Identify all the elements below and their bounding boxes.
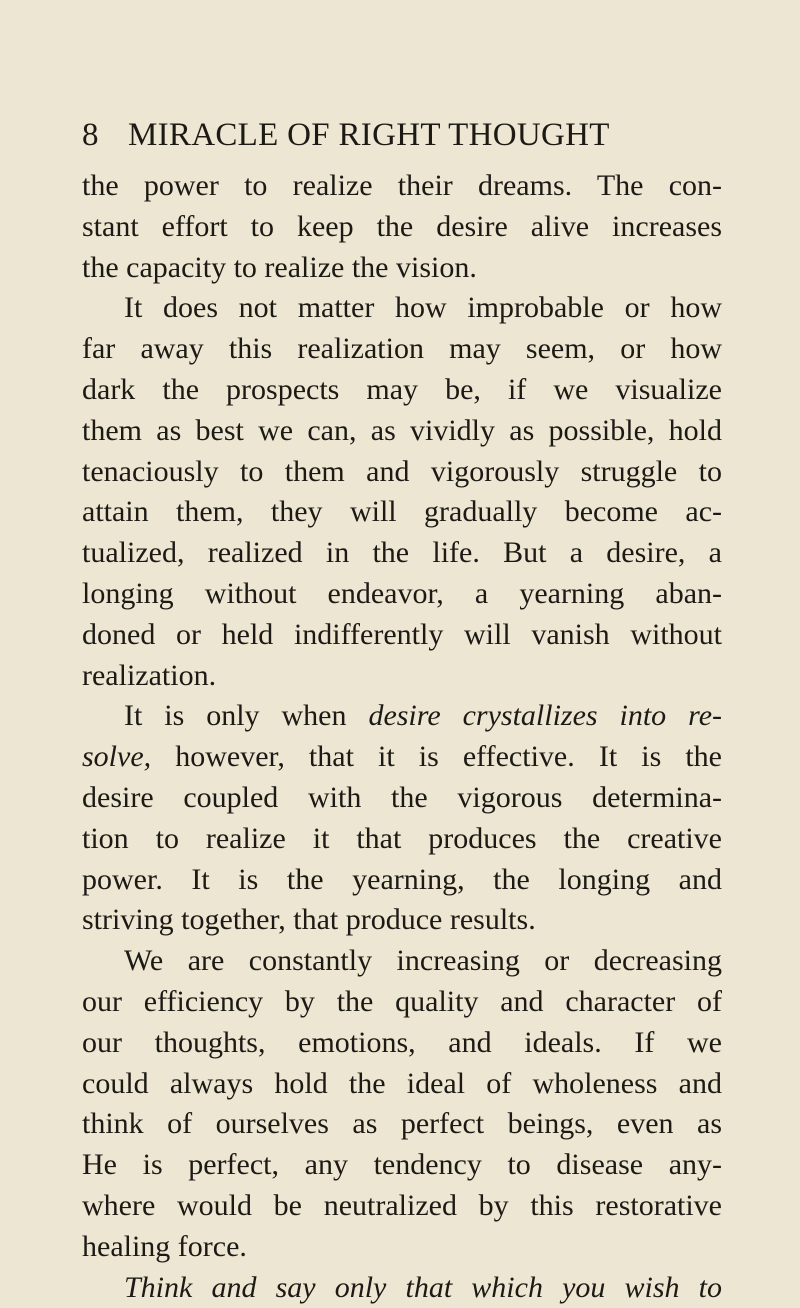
text-line: realization. — [82, 658, 217, 692]
text-line — [82, 737, 722, 778]
text-line: He is perfect, any tendency to disease any- — [82, 1148, 722, 1182]
text-line: stant effort to keep the desire alive increases — [82, 209, 722, 243]
paragraph-start-line — [82, 696, 722, 737]
body-text — [82, 166, 722, 1308]
text-line: where would be neutralized by this restorative — [82, 1188, 722, 1222]
running-title: MIRACLE OF RIGHT THOUGHT — [128, 117, 610, 153]
paragraph-start-line: It does not matter how improbable or how — [124, 291, 722, 325]
line-text: It is only when — [124, 699, 369, 733]
text-line: could always hold the ideal of wholeness and — [82, 1066, 722, 1100]
italic-emphasis: solve, — [82, 740, 152, 774]
text-line: longing without endeavor, a yearning aban- — [82, 576, 722, 610]
text-line: healing force. — [82, 1229, 247, 1263]
text-line: the power to realize their dreams. The con- — [82, 169, 722, 202]
line-text: however, that it is effective. It is the — [151, 740, 722, 774]
page-header — [82, 114, 722, 156]
text-line: them as best we can, as vividly as possible, hold — [82, 413, 722, 447]
italic-emphasis: Think and say only that which you wish to — [124, 1270, 722, 1304]
text-line: our thoughts, emotions, and ideals. If we — [82, 1025, 722, 1059]
paragraph-start-line — [82, 1268, 722, 1308]
text-line: our efficiency by the quality and character of — [82, 984, 722, 1018]
text-line: tenaciously to them and vigorously struggle to — [82, 454, 722, 488]
text-line: far away this realization may seem, or how — [82, 332, 722, 366]
italic-emphasis: desire crystallizes into re- — [368, 699, 722, 733]
text-line: doned or held indifferently will vanish without — [82, 617, 722, 651]
paragraph-start-line: We are constantly increasing or decreasing — [124, 944, 722, 978]
text-line: the capacity to realize the vision. — [82, 250, 477, 284]
text-line: tion to realize it that produces the creative — [82, 821, 722, 855]
text-line: dark the prospects may be, if we visualize — [82, 372, 722, 406]
text-line: power. It is the yearning, the longing and — [82, 862, 722, 896]
text-line: striving together, that produce results. — [82, 903, 536, 937]
text-line: attain them, they will gradually become ac- — [82, 495, 722, 529]
text-line: desire coupled with the vigorous determina- — [82, 780, 722, 814]
text-line: tualized, realized in the life. But a desire, a — [82, 536, 722, 570]
text-line: think of ourselves as perfect beings, even as — [82, 1107, 722, 1141]
page-number: 8 — [82, 117, 99, 153]
